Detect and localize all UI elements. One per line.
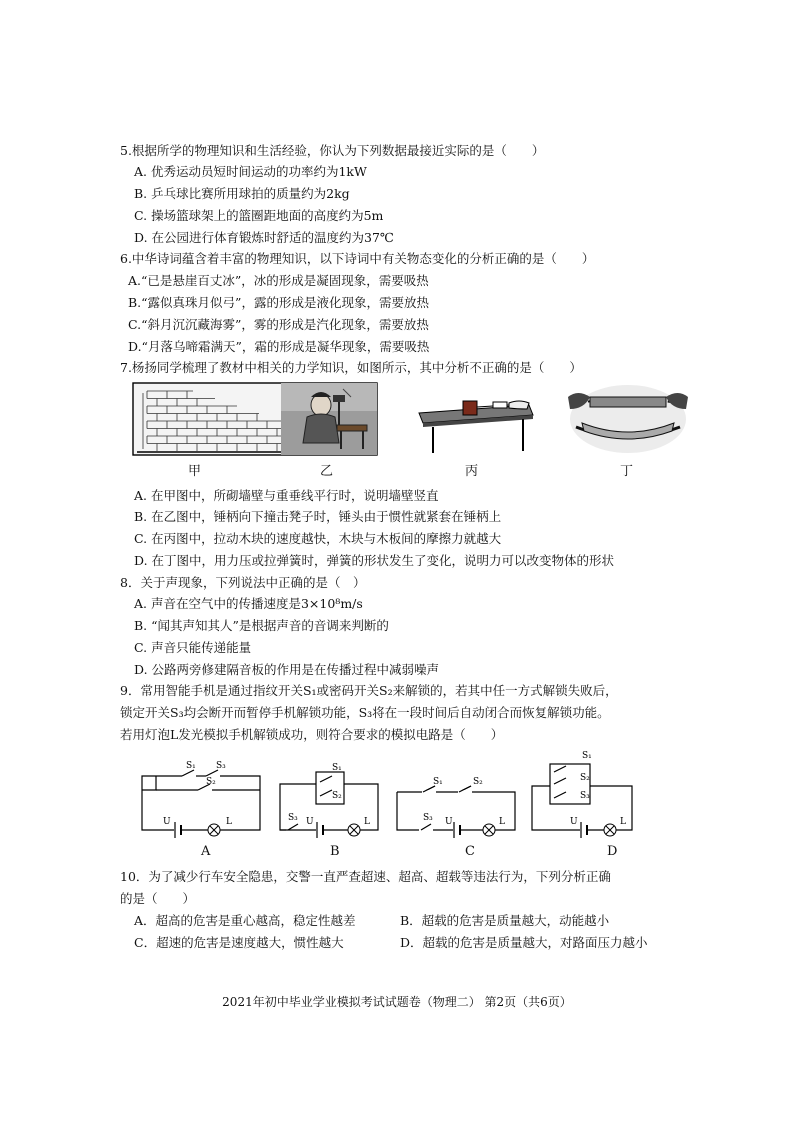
q5-option-a: A. 优秀运动员短时间运动的功率约为1kW (134, 164, 367, 179)
q7-option-a: A. 在甲图中，所砌墙壁与重垂线平行时，说明墙壁竖直 (134, 488, 439, 503)
circuit-c (393, 762, 519, 834)
c-u: U (445, 817, 453, 827)
circuit-label-b: B (330, 844, 340, 859)
q5-option-d: D. 在公园进行体育锻炼时舒适的温度约为37℃ (134, 230, 394, 245)
q7-option-d: D. 在丁图中，用力压或拉弹簧时，弹簧的形状发生了变化，说明力可以改变物体的形状 (134, 553, 615, 568)
d-u: U (570, 817, 578, 827)
figure-yi-hammer-stool (281, 383, 377, 455)
d-s1: S₁ (582, 751, 592, 761)
b-s3: S₃ (288, 813, 298, 823)
a-u: U (163, 817, 171, 827)
b-u: U (306, 817, 314, 827)
d-l: L (620, 817, 626, 827)
q10-line2: 的是（ ） (120, 891, 196, 906)
figure-label-jia: 甲 (188, 464, 202, 479)
figure-label-bing: 丙 (465, 464, 479, 479)
q8-option-b: B. “闻其声知其人”是根据声音的音调来判断的 (134, 618, 389, 633)
circuit-a (138, 762, 264, 834)
q7-stem: 7.杨扬同学梳理了教材中相关的力学知识，如图所示，其中分析不正确的是（ ） (120, 360, 582, 375)
figure-bing-block-board (413, 393, 535, 455)
b-l: L (364, 817, 370, 827)
q5-option-b: B. 乒乓球比赛所用球拍的质量约为2kg (134, 186, 350, 201)
q9-line3: 若用灯泡L发光模拟手机解锁成功，则符合要求的模拟电路是（ ） (120, 727, 504, 742)
d-s2: S₂ (580, 773, 590, 783)
circuit-label-c: C (465, 844, 475, 859)
d-s3: S₃ (580, 791, 590, 801)
b-s2: S₂ (332, 791, 342, 801)
q10-option-c: C．超速的危害是速度越大，惯性越大 (134, 935, 344, 950)
a-l: L (226, 817, 232, 827)
q6-option-a: A.“已是悬崖百丈冰”，冰的形成是凝固现象，需要吸热 (128, 273, 429, 288)
q8-option-a: A. 声音在空气中的传播速度是3×10⁸m/s (134, 596, 363, 611)
q10-line1: 10．为了减少行车安全隐患，交警一直严查超速、超高、超载等违法行为，下列分析正确 (120, 869, 611, 884)
q10-option-d: D．超载的危害是质量越大，对路面压力越小 (400, 935, 648, 950)
q7-option-c: C. 在丙图中，拉动木块的速度越快，木块与木板间的摩擦力就越大 (134, 531, 502, 546)
q6-option-b: B.“露似真珠月似弓”，露的形成是液化现象，需要放热 (128, 295, 429, 310)
q8-option-d: D. 公路两旁修建隔音板的作用是在传播过程中减弱噪声 (134, 662, 440, 677)
q8-stem: 8．关于声现象，下列说法中正确的是（ ） (120, 575, 366, 590)
c-s2: S₂ (473, 777, 483, 787)
q8-option-c: C. 声音只能传递能量 (134, 640, 252, 655)
q5-stem: 5.根据所学的物理知识和生活经验，你认为下列数据最接近实际的是（ ） (120, 143, 545, 158)
figure-label-yi: 乙 (320, 464, 334, 479)
page-footer: 2021年初中毕业学业模拟考试试题卷（物理二） 第2页（共6页） (222, 995, 572, 1009)
q9-line2: 锁定开关S₃均会断开而暂停手机解锁功能，S₃将在一段时间后自动闭合而恢复解锁功能。 (120, 705, 610, 720)
b-s1: S₁ (332, 763, 342, 773)
q6-stem: 6.中华诗词蕴含着丰富的物理知识，以下诗词中有关物态变化的分析正确的是（ ） (120, 251, 595, 266)
q7-option-b: B. 在乙图中，锤柄向下撞击凳子时，锤头由于惯性就紧套在锤柄上 (134, 509, 502, 524)
a-s2: S₂ (206, 777, 216, 787)
q10-option-b: B．超载的危害是质量越大，动能越小 (400, 913, 610, 928)
circuit-b (276, 762, 382, 834)
q5-option-c: C. 操场篮球架上的篮圈距地面的高度约为5m (134, 208, 384, 223)
figure-ding-spring (568, 383, 688, 455)
q6-option-d: D.“月落乌啼霜满天”，霜的形成是凝华现象，需要吸热 (128, 339, 430, 354)
circuit-d (530, 750, 636, 834)
a-s3: S₃ (216, 761, 226, 771)
c-l: L (499, 817, 505, 827)
a-s1: S₁ (186, 761, 196, 771)
q6-option-c: C.“斜月沉沉藏海雾”，雾的形成是汽化现象，需要放热 (128, 317, 429, 332)
c-s3: S₃ (423, 813, 433, 823)
q9-line1: 9．常用智能手机是通过指纹开关S₁或密码开关S₂来解锁的，若其中任一方式解锁失败后， (120, 683, 618, 698)
c-s1: S₁ (433, 777, 443, 787)
q10-option-a: A．超高的危害是重心越高，稳定性越差 (134, 913, 356, 928)
figure-label-ding: 丁 (620, 464, 634, 479)
circuit-label-d: D (607, 844, 618, 859)
circuit-label-a: A (201, 844, 211, 859)
